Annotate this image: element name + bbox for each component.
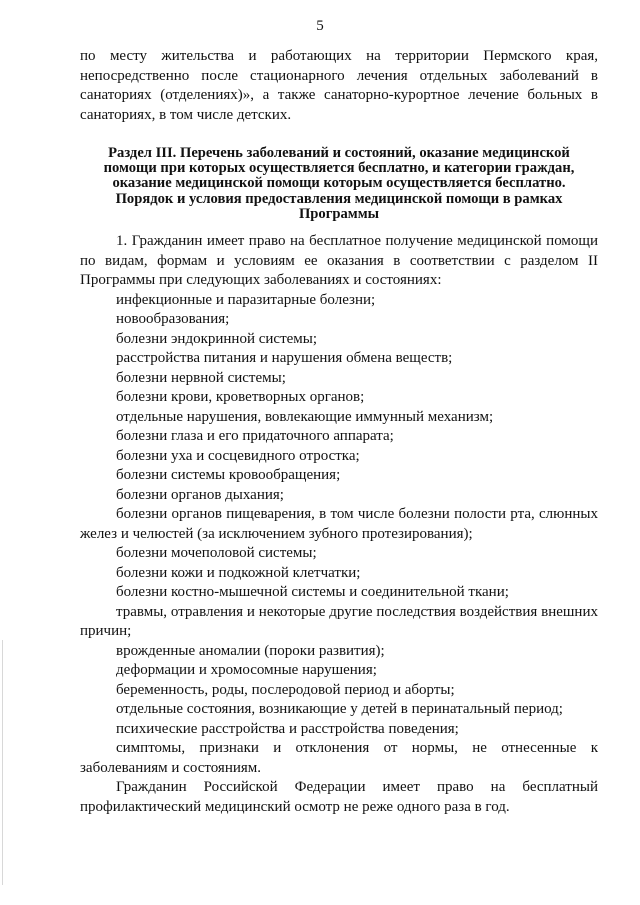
list-item: симптомы, признаки и отклонения от нормы, не отнесенные к заболеваниям и состояниям. (80, 740, 598, 776)
list-item: инфекционные и паразитарные болезни; (116, 291, 376, 308)
list-item: болезни мочеполовой системы; (116, 545, 317, 561)
list-item: болезни системы кровообращения; (116, 467, 341, 483)
intro-paragraph: по месту жительства и работающих на территории Пермского края, непосредственно после стационарного лечения отдельных заболеваний в санаториях (отделениях)», а также санаторно-курортное лечение больных в санаториях, в том числе детских. (80, 48, 598, 123)
list-item: новообразования; (116, 311, 230, 327)
list-item: болезни кожи и подкожной клетчатки; (116, 564, 361, 581)
list-item: болезни глаза и его придаточного аппарата; (116, 428, 394, 444)
list-item: расстройства питания и нарушения обмена веществ; (116, 350, 453, 366)
section-heading (84, 146, 594, 222)
list-item: отдельные состояния, возникающие у детей в перинатальный период; (116, 701, 563, 717)
list-item: врожденные аномалии (пороки развития); (116, 642, 385, 659)
section-heading-line: помощи при которых осуществляется бесплатно, и категории граждан, (103, 160, 575, 177)
list-item: психические расстройства и расстройства поведения; (116, 720, 459, 737)
closing-paragraph: Гражданин Российской Федерации имеет право на бесплатный профилактический медицинский осмотр не реже одного раза в год. (80, 779, 598, 815)
section-heading-line: Порядок и условия предоставления медицинской помощи в рамках (115, 190, 563, 207)
list-item: болезни костно-мышечной системы и соединительной ткани; (116, 584, 509, 600)
main-body (80, 232, 598, 817)
list-item: отдельные нарушения, вовлекающие иммунный механизм; (116, 408, 494, 425)
list-item: болезни органов пищеварения, в том числе болезни полости рта, слюнных желез и челюстей (за исключением зубного протезирования); (80, 506, 598, 542)
list-item: болезни уха и сосцевидного отростка; (116, 447, 360, 464)
list-item: болезни эндокринной системы; (116, 330, 318, 347)
list-item: болезни нервной системы; (116, 369, 286, 386)
section-heading-line: оказание медицинской помощи которым осуществляется бесплатно. (112, 175, 566, 192)
list-item: деформации и хромосомные нарушения; (116, 662, 377, 678)
section-heading-line: Раздел III. Перечень заболеваний и состояний, оказание медицинской (108, 145, 570, 161)
section-heading-line: Программы (298, 205, 380, 222)
list-item: травмы, отравления и некоторые другие последствия воздействия внешних причин; (80, 603, 598, 639)
list-item: болезни крови, кроветворных органов; (116, 389, 365, 405)
page-number: 5 (316, 18, 324, 34)
lead-paragraph: 1. Гражданин имеет право на бесплатное получение медицинской помощи по видам, формам и условиям ее оказания в соответствии с разделом II Программы при следующих заболеваниях и состояниях: (80, 233, 598, 288)
list-item: беременность, роды, послеродовой период и аборты; (116, 681, 455, 698)
conditions-list (80, 291, 598, 779)
scan-margin-line (2, 640, 3, 885)
list-item: болезни органов дыхания; (116, 486, 284, 503)
